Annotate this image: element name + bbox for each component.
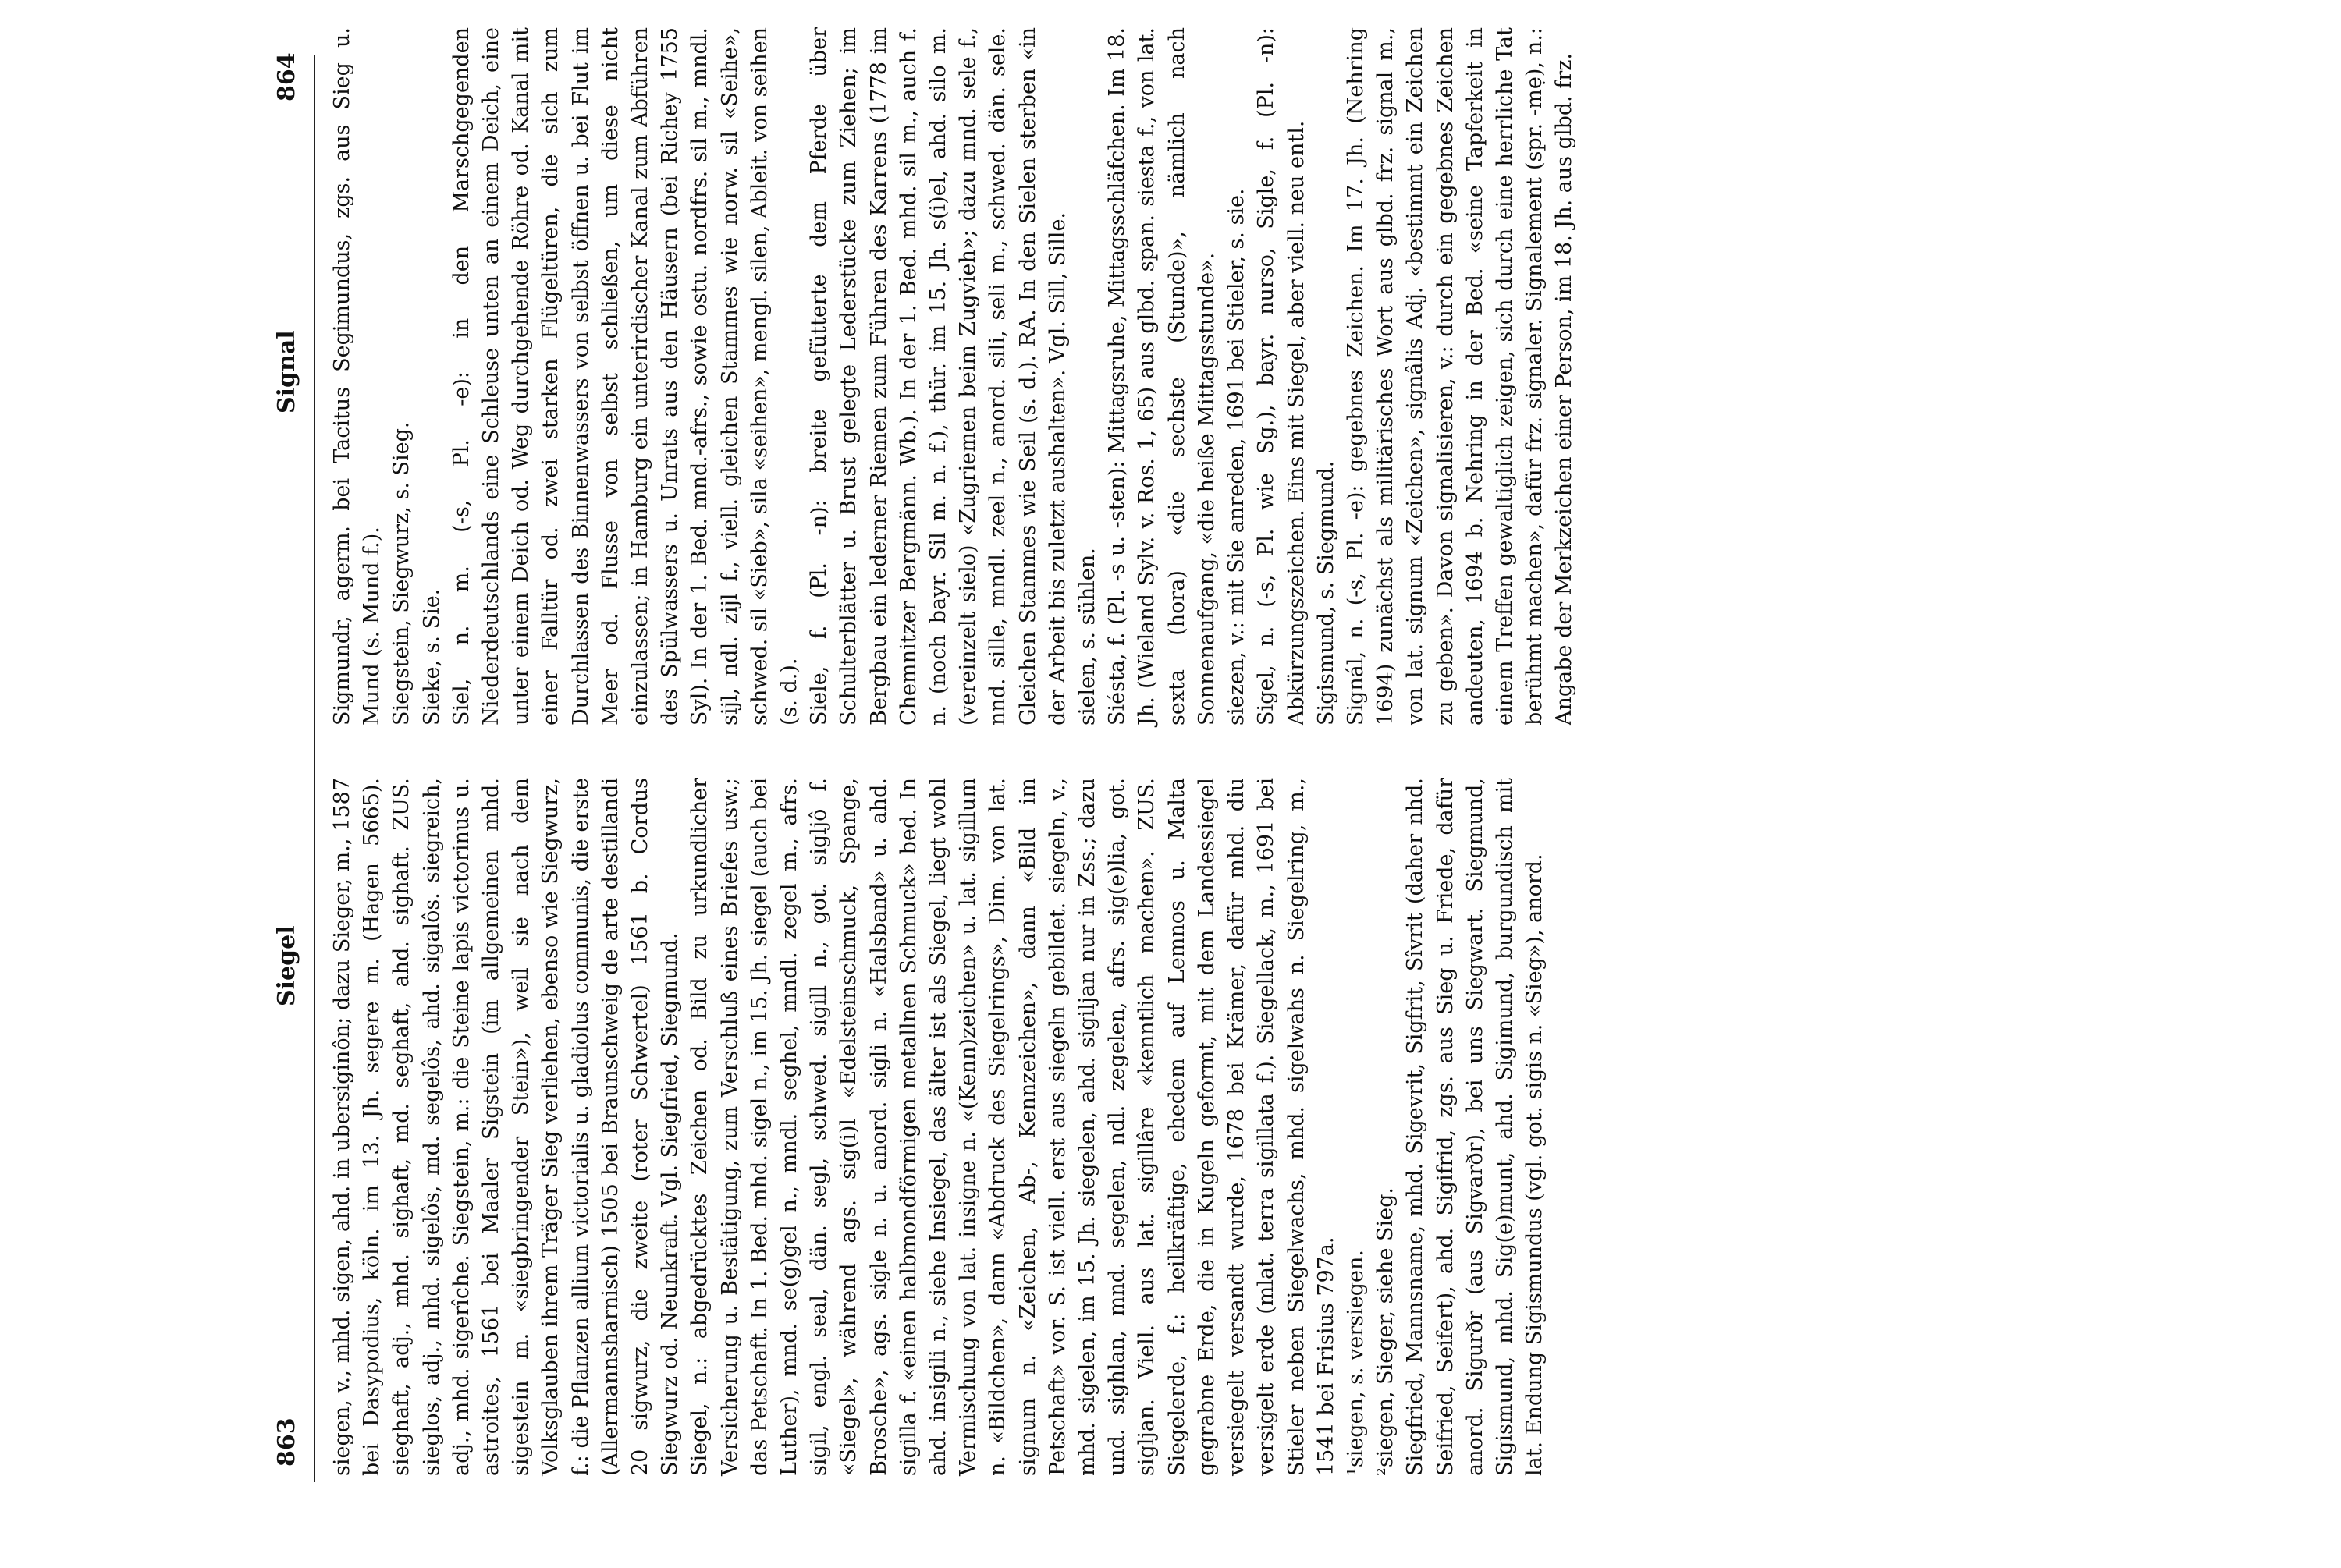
entry-sieke: Sieke, s. Sie. xyxy=(419,588,444,725)
left-column xyxy=(328,778,1550,1476)
entry-siele: Siele, f. (Pl. -n): breite gefütterte dem Pferde über Schulterblätter u. Brust gelegte Lederstücke zum Ziehen; im Bergbau ein lederner Riemen zum Führen des Karrens (1778 im Chemnitzer Bergmänn. Wb.). In der 1. Bed. mhd. sil m., auch f. n. (noch bayr. Sil m. n. f.), thür. im 15. Jh. s(i)el, ahd. silo m. (vereinzelt sielo) «Zugriemen beim Zugvieh»; dazu mnd. sele f., nnd. sille, mndl. zeel n., anord. sili, seli m., schwed. dän. sele. Gleichen Stammes wie Seil (s. d.). RA. In den Sielen sterben «in der Arbeit bis zuletzt aushalten». Vgl. Sill, Sille. xyxy=(807,27,1070,725)
entry-sigismund: Sigismund, s. Siegmund. xyxy=(1313,460,1338,725)
entry-siegen-1: ¹siegen, s. versiegen. xyxy=(1343,1250,1368,1476)
running-headword-right: Signal xyxy=(273,330,300,413)
entry-siesta: Siésta, f. (Pl. -s u. -sten): Mittagsruhe, Mittagsschläfchen. Im 18. Jh. (Wieland Sylv. v. Ros. 1, 65) aus glbd. span. siesta f., von lat. sexta (hora) «die sechste (Stunde)», nämlich nach Sonnenaufgang, «die heiße Mittagsstunde». xyxy=(1105,27,1219,725)
page-number-left: 863 xyxy=(273,1417,300,1467)
entry-siegen-2: ²siegen, Sieger, siehe Sieg. xyxy=(1373,1187,1398,1476)
running-header xyxy=(273,8,320,1568)
entry-sielen: sielen, s. sühlen. xyxy=(1075,548,1100,725)
entry-siegel: Siegel, n.: abgedrücktes Zeichen od. Bild zu urkundlicher Versicherung u. Bestätigung, zum Verschluß eines Briefes usw.; das Petschaft. In 1. Bed. mhd. sigel n., im 15. Jh. siegel (auch bei Luther), mnd. se(g)gel n., mndl. seghel, mndl. zegel m., afrs. sigil, engl. seal, dän. segl, schwed. sigill n., got. sigljô f. «Siegel», während ags. sig(i)l «Edelsteinschmuck, Spange, Brosche», ags. sigle n. u. anord. sigli n. «Halsband» u. ahd. sigilla f. «einen halbmondförmigen metallnen Schmuck» bed. In ahd. insigili n., siehe Insiegel, das älter ist als Siegel, liegt wohl Vermischung von lat. insigne n. «(Kenn)zeichen» u. lat. sigillum n. «Bildchen», dann «Abdruck des Siegelrings», Dim. von lat. signum n. «Zeichen, Ab-, Kennzeichen», dann «Bild im Petschaft» vor. S. ist viell. erst aus siegeln gebildet. siegeln, v., mhd. sigelen, im 15. Jh. siegelen, ahd. sigiljan nur in Zss.; dazu und. sighlan, mnd. segelen, ndl. zegelen, afrs. sig(e)lia, got. sigljan. Viell. aus lat. sigillâre «kenntlich machen». ZUS. Siegelerde, f.: heilkräftige, ehedem auf Lemnos u. Malta gegrabne Erde, die in Kugeln geformt, mit dem Landessiegel versiegelt versandt wurde, 1678 bei Krämer, dafür mhd. diu versigelt erde (mlat. terra sigillata f.). Siegellack, m., 1691 bei Stieler neben Siegelwachs, mhd. sigelwahs n. Siegelring, m., 1541 bei Frisius 797a. xyxy=(687,778,1338,1476)
entry-siegstein: Siegstein, Siegwurz, s. Sieg. xyxy=(389,421,414,725)
page-number-right: 864 xyxy=(273,52,300,101)
entry-siezen: siezen, v.: mit Sie anreden, 1691 bei Stieler, s. sie. xyxy=(1224,188,1249,725)
right-column xyxy=(328,27,1580,725)
entry-sigel: Sigel, n. (-s, Pl. wie Sg.), bayr. nurso, Sigle, f. (Pl. -n): Abkürzungszeichen. Eins mit Siegel, aber viell. neu entl. xyxy=(1254,27,1309,725)
header-rule xyxy=(314,55,315,1482)
entry-siel: Siel, n. m. (-s, Pl. -e): in den Marschgegenden Niederdeutschlands eine Schleuse unten an einem Deich, eine unter einem Deich od. Weg durchgehende Röhre od. Kanal mit einer Falltür od. zwei starken Flügeltüren, die sich zum Durchlassen des Binnenwassers von selbst öffnen u. bei Flut im Meer od. Flusse von selbst schließen, um diese nicht einzulassen; in Hamburg ein unterirdischer Kanal zum Abführen des Spülwassers u. Unrats aus den Häusern (bei Richey 1755 Syl). In der 1. Bed. mnd.-afrs., sowie ostu. nordfrs. sil m., mndl. sijl, ndl. zijl f., viell. gleichen Stammes wie norw. sil «Seihe», schwed. sil «Sieb», sila «seihen», mengl. silen, Ableit. von seihen (s. d.). xyxy=(449,27,802,725)
entry-siegen: siegen, v., mhd. sigen, ahd. in ubersiginôn; dazu Sieger, m., 1587 bei Dasypodius, köln. im 13. Jh. segere m. (Hagen 5665). sieghaft, adj., mhd. sighaft, md. seghaft, ahd. sighaft. ZUS. sieglos, adj., mhd. sigelôs, md. segelôs, ahd. sigalôs. siegreich, adj., mhd. sigerîche. Siegstein, m.: die Steine lapis victorinus u. astroites, 1561 bei Maaler Sigstein (im allgemeinen mhd. sigestein m. «siegbringender Stein»), weil sie nach dem Volksglauben ihrem Träger Sieg verliehen, ebenso wie Siegwurz, f.: die Pflanzen allium victorialis u. gladiolus communis, die erste (Allermannsharnisch) 1505 bei Braunschweig de arte destillandi 20 sigwurz, die zweite (roter Schwertel) 1561 b. Cordus Siegwurz od. Neunkraft. Vgl. Siegfried, Siegmund. xyxy=(330,778,683,1476)
dictionary-page-rotated xyxy=(242,8,2193,1568)
running-headword-left: Siegel xyxy=(273,925,300,1006)
entry-signal: Signál, n. (-s, Pl. -e): gegebnes Zeichen. Im 17. Jh. (Nehring 1694) zunächst als militärisches Wort aus glbd. frz. signal m., von lat. signum «Zeichen», signâlis Adj. «bestimmt ein Zeichen zu geben». Davon signalisieren, v.: durch ein gegebnes Zeichen andeuten, 1694 b. Nehring in der Bed. «seine Tapferkeit in einem Treffen gewaltiglich zeigen, sich durch eine herrliche Tat berühmt machen», dafür frz. signaler. Signalement (spr. -mẹ), n.: Angabe der Merkzeichen einer Person, im 18. Jh. aus glbd. frz. xyxy=(1343,27,1577,725)
entry-siegfried: Siegfried, Mannsname, mhd. Sigevrit, Sigfrit, Sîvrit (daher nhd. Seifried, Seifert), ahd. Sigifrid, zgs. aus Sieg u. Friede, dafür anord. Sigurðr (aus Sigvarðr), bei uns Siegwart. Siegmund, Sigismund, mhd. Sig(e)munt, ahd. Sigimund, burgundisch mit lat. Endung Sigismundus (vgl. got. sigis n. «Sieg»), anord. xyxy=(1403,778,1547,1476)
entry-sigmundr-cont: Sigmundr, agerm. bei Tacitus Segimundus, zgs. aus Sieg u. Mund (s. Mund f.). xyxy=(330,27,385,725)
